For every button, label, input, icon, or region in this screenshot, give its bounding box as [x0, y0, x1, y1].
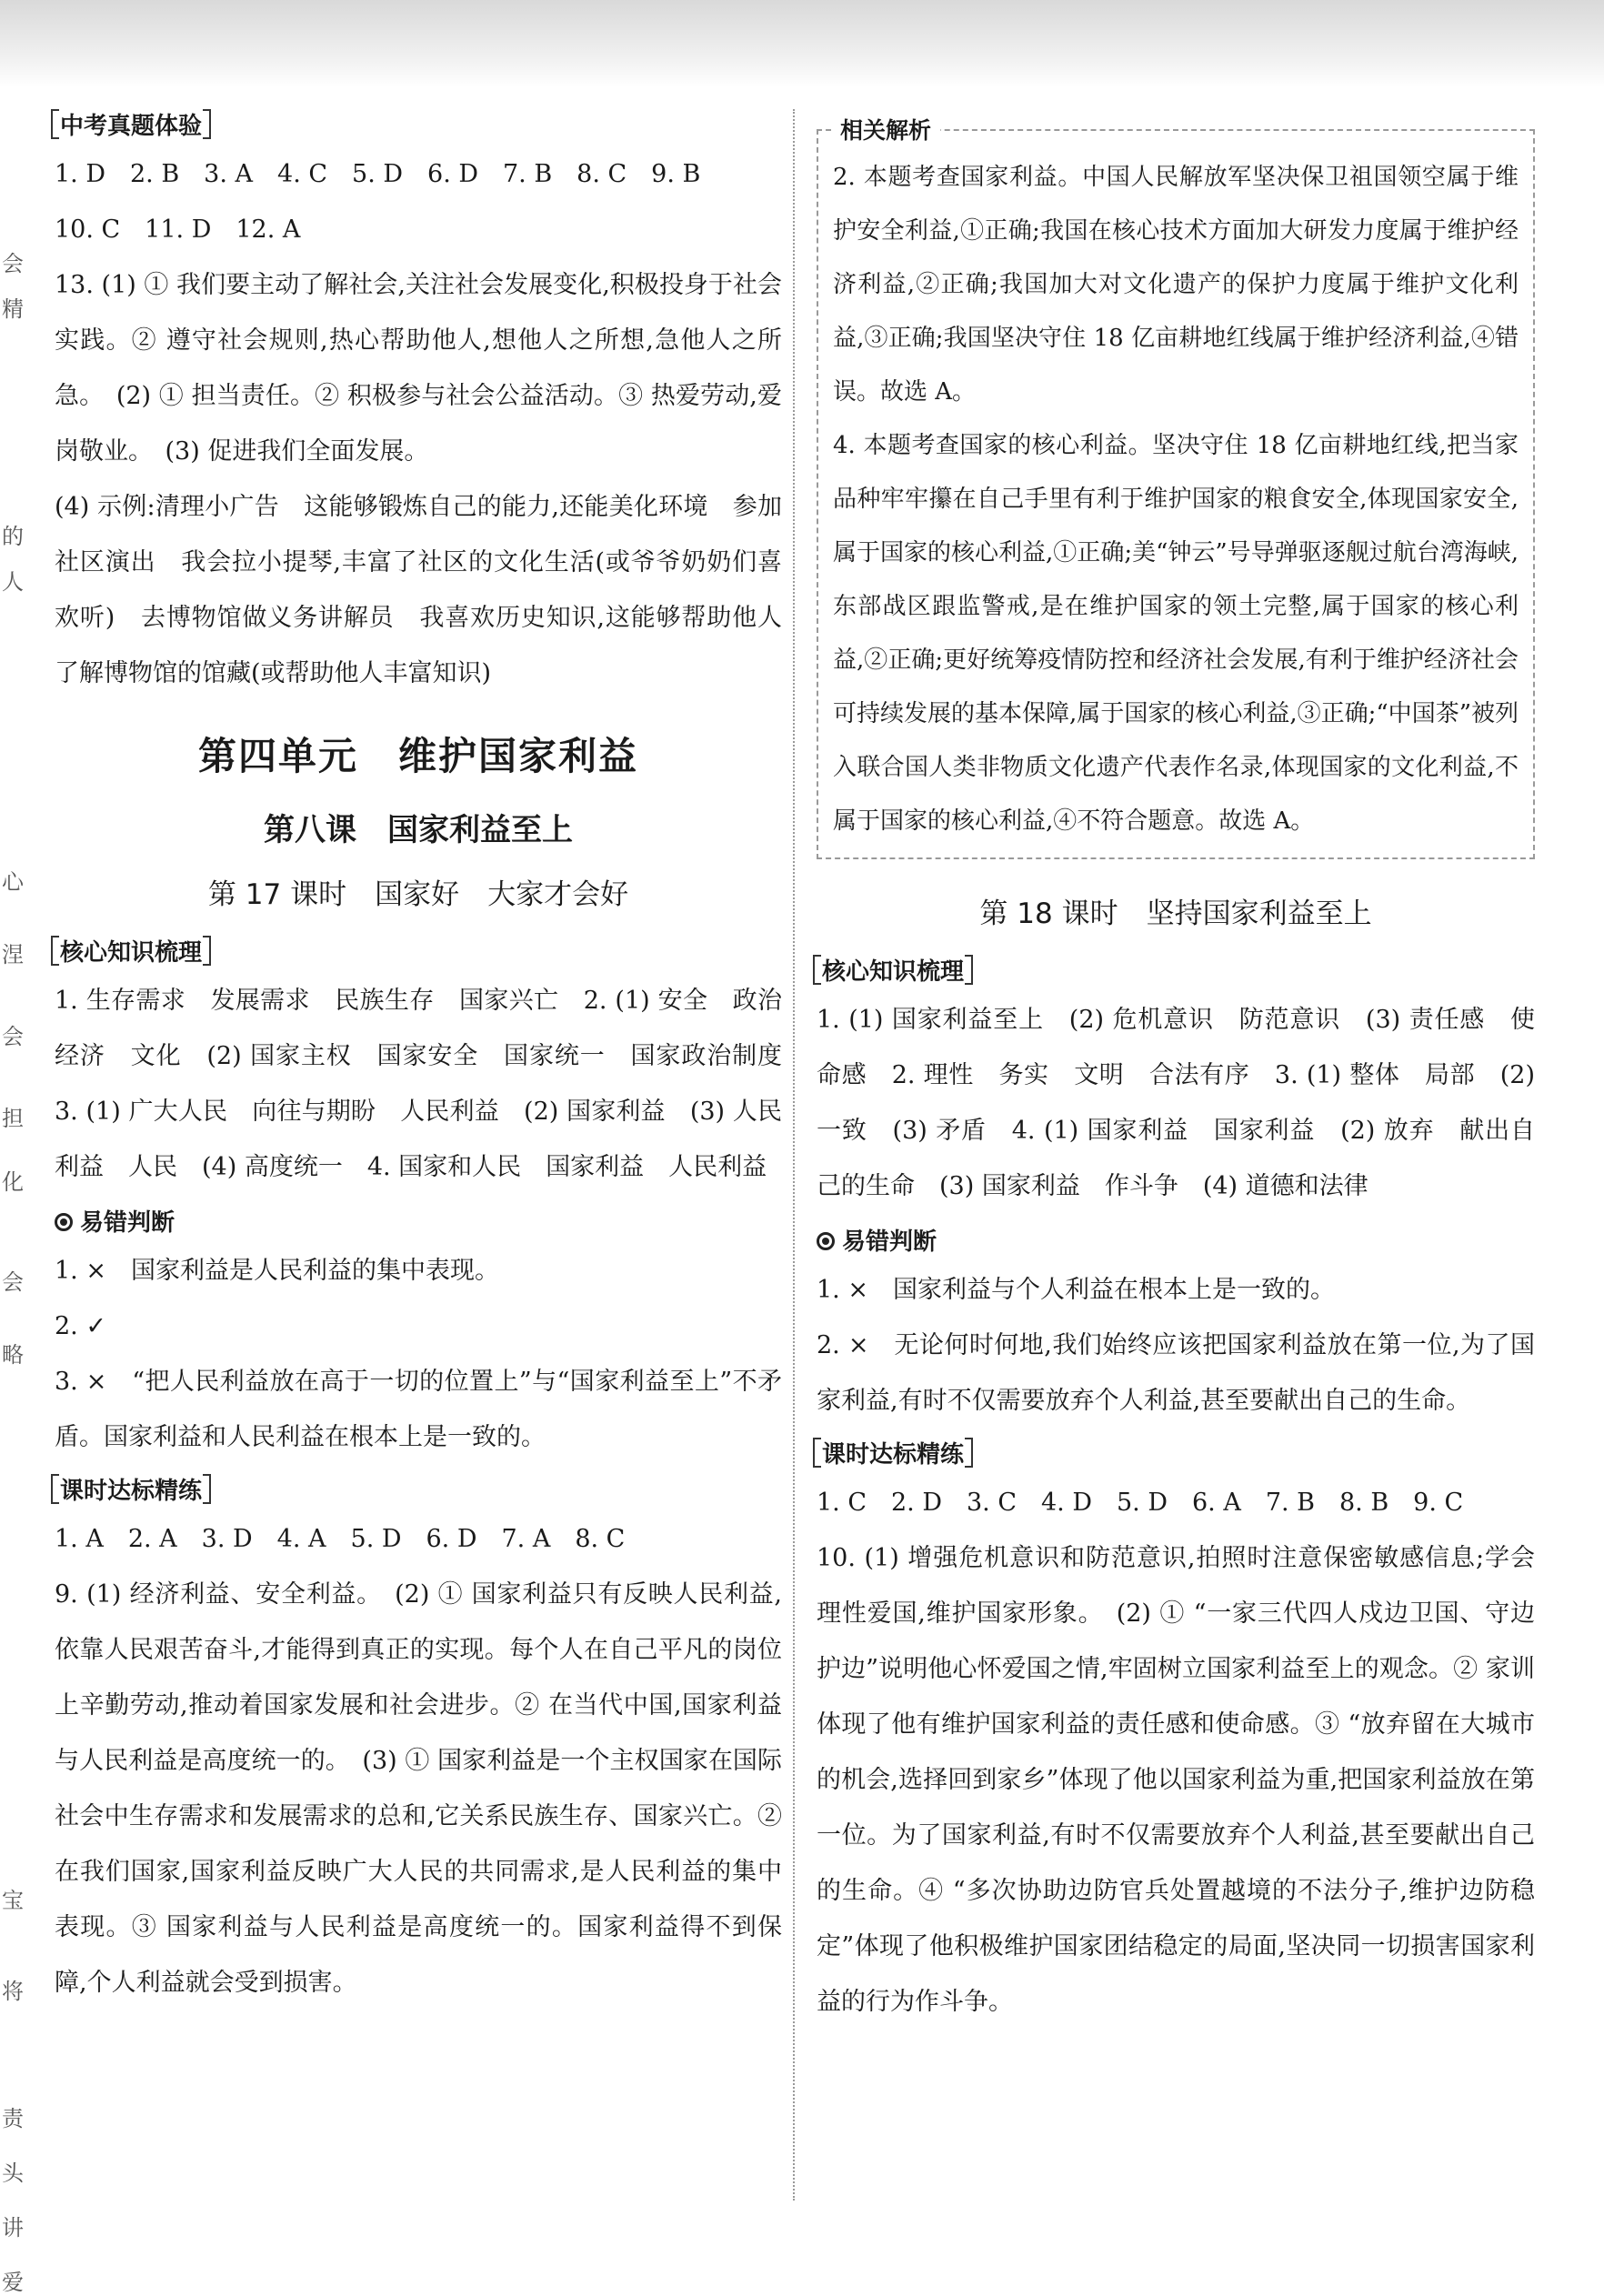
exam-q13: 13. (1) ① 我们要主动了解社会,关注社会发展变化,积极投身于社会实践。② 遵守社会规则,热心帮助他人,想他人之所想,急他人之所急。 (2) ① 担当责任。② 积极参与社会公益活动。③ 热爱劳动,爱岗敬业。 (3) 促进我们全面发展。: [55, 271, 782, 466]
practice-q9: 9. (1) 经济利益、安全利益。 (2) ① 国家利益只有反映人民利益,依靠人民艰苦奋斗,才能得到真正的实现。每个人在自己平凡的岗位上辛勤劳动,推动着国家发展和社会进步。② 在当代中国,国家利益与人民利益是高度统一的。 (3) ① 国家利益是一个主权国家在国际社会中生存需求和发展需求的总和,它关系民族生存、国家兴亡。② 在我们国家,国家利益反映广大人民的共同需求,是人民利益的集中表现。③ 国家利益与人民利益是高度统一的。国家利益得不到保障,个人利益就会受到损害。: [55, 1580, 782, 1997]
judge-item-3: 3. × “把人民利益放在高于一切的位置上”与“国家利益至上”不矛盾。国家利益和人民利益在根本上是一致的。: [55, 1368, 782, 1451]
section-label-core: 核心知识梳理: [55, 934, 207, 968]
right-column: [817, 100, 1535, 2030]
core-knowledge-17: 1. 生存需求 发展需求 民族生存 国家兴亡 2. (1) 安全 政治 经济 文化 (2) 国家主权 国家安全 国家统一 国家政治制度 3. (1) 广大人民 向往与期盼 人民利益 (2) 国家利益 (3) 人民利益 人民 (4) 高度统一 4. 国家和人民 国家利益 人民利益: [55, 987, 807, 1181]
analysis-title: 相关解析: [831, 113, 940, 145]
section-label-practice: 课时达标精练: [817, 1436, 969, 1469]
judge-item-1: 1. × 国家利益是人民利益的集中表现。: [55, 1257, 499, 1285]
left-margin-strip: [0, 109, 24, 2295]
lesson-title: 第八课 国家利益至上: [264, 812, 573, 848]
margin-char: 的: [2, 524, 24, 549]
practice-answers-17: 1. A 2. A 3. D 4. A 5. D 6. D 7. A 8. C: [55, 1525, 626, 1553]
section-label-exam: 中考真题体验: [55, 107, 207, 141]
margin-char: 宝: [2, 1888, 24, 1913]
analysis-item-2: 2. 本题考查国家利益。中国人民解放军坚决保卫祖国领空属于维护安全利益,①正确;我国在核心技术方面加大研发力度属于维护经济利益,②正确;我国加大对文化遗产的保护力度属于维护文化利益,③正确;我国坚决守住 18 亿亩耕地红线属于维护经济利益,④错误。故选 A。: [833, 164, 1519, 406]
subsection-judge-17: [55, 1204, 782, 1238]
period-18-title: 第 18 课时 坚持国家利益至上: [979, 897, 1372, 930]
margin-char: 责: [2, 2106, 24, 2131]
judge-item-1: 1. × 国家利益与个人利益在根本上是一致的。: [817, 1276, 1335, 1304]
core-knowledge-18: 1. (1) 国家利益至上 (2) 危机意识 防范意识 (3) 责任感 使命感 2. 理性 务实 文明 合法有序 3. (1) 整体 局部 (2) 一致 (3) 矛盾 4. (1) 国家利益 国家利益 (2) 放弃 献出自己的生命 (3) 国家利益 作斗争 (4) 道德和法律: [817, 1006, 1535, 1200]
exam-answers-line1: 1. D 2. B 3. A 4. C 5. D 6. D 7. B 8. C 9. B: [55, 160, 701, 188]
analysis-item-4: 4. 本题考查国家的核心利益。坚决守住 18 亿亩耕地红线,把当家品种牢牢攥在自己手里有利于维护国家的粮食安全,体现国家安全,属于国家的核心利益,①正确;美“钟云”号导弹驱逐舰过航台湾海峡,东部战区跟监警戒,是在维护国家的领土完整,属于国家的核心利益,②正确;更好统筹疫情防控和经济社会发展,有利于维护经济社会可持续发展的基本保障,属于国家的核心利益,③正确;“中国茶”被列入联合国人类非物质文化遗产代表作名录,体现国家的文化利益,不属于国家的核心利益,④不符合题意。故选 A。: [833, 432, 1519, 835]
subsection-judge-18: [817, 1223, 1535, 1257]
left-column: [55, 100, 807, 2010]
bullet-circle-icon: [55, 1213, 73, 1231]
unit-title: 第四单元 维护国家利益: [197, 734, 638, 778]
practice-q10: 10. (1) 增强危机意识和防范意识,拍照时注意保密敏感信息;学会理性爱国,维护国家形象。 (2) ① “一家三代四人戍边卫国、守边护边”说明他心怀爱国之情,牢固树立国家利益至上的观念。② 家训体现了他有维护国家利益的责任感和使命感。③ “放弃留在大城市的机会,选择回到家乡”体现了他以国家利益为重,把国家利益放在第一位。为了国家利益,有时不仅需要放弃个人利益,甚至要献出自己的生命。④ “多次协助边防官兵处置越境的不法分子,维护边防稳定”体现了他积极维护国家团结稳定的局面,坚决同一切损害国家利益的行为作斗争。: [817, 1544, 1535, 2016]
judge-item-2: 2. ✓: [55, 1312, 106, 1340]
margin-char: 头: [2, 2161, 24, 2186]
judge-item-2: 2. × 无论何时何地,我们始终应该把国家利益放在第一位,为了国家利益,有时不仅需要放弃个人利益,甚至要献出自己的生命。: [817, 1331, 1535, 1415]
margin-char: 人: [2, 569, 24, 595]
margin-char: 精: [2, 296, 24, 322]
margin-char: 讲: [2, 2215, 24, 2241]
margin-char: 会: [2, 1269, 24, 1295]
exam-q13-part4: (4) 示例:清理小广告 这能够锻炼自己的能力,还能美化环境 参加社区演出 我会拉小提琴,丰富了社区的文化生活(或爷爷奶奶们喜欢听) 去博物馆做义务讲解员 我喜欢历史知识,这能够帮助他人了解博物馆的馆藏(或帮助他人丰富知识): [55, 493, 782, 687]
margin-char: 会: [2, 1024, 24, 1049]
bullet-circle-icon: [817, 1232, 835, 1250]
margin-char: 略: [2, 1342, 24, 1368]
margin-char: 涅: [2, 942, 24, 968]
analysis-box: [817, 117, 1535, 859]
period-17-title: 第 17 课时 国家好 大家才会好: [207, 878, 629, 911]
judge-label: 易错判断: [842, 1228, 937, 1256]
scan-top-band: [0, 0, 1604, 87]
section-label-core: 核心知识梳理: [817, 953, 969, 987]
column-divider: [793, 109, 795, 2201]
practice-answers-18: 1. C 2. D 3. C 4. D 5. D 6. A 7. B 8. B 9. C: [817, 1489, 1464, 1517]
margin-char: 心: [2, 869, 24, 895]
margin-char: 担: [2, 1106, 24, 1131]
judge-label: 易错判断: [80, 1209, 175, 1237]
margin-char: 化: [2, 1169, 24, 1195]
margin-char: 会: [2, 251, 24, 276]
exam-answers-line2: 10. C 11. D 12. A: [55, 216, 301, 244]
margin-char: 将: [2, 1979, 24, 2004]
margin-char: 爱: [2, 2270, 24, 2295]
section-label-practice: 课时达标精练: [55, 1472, 207, 1506]
